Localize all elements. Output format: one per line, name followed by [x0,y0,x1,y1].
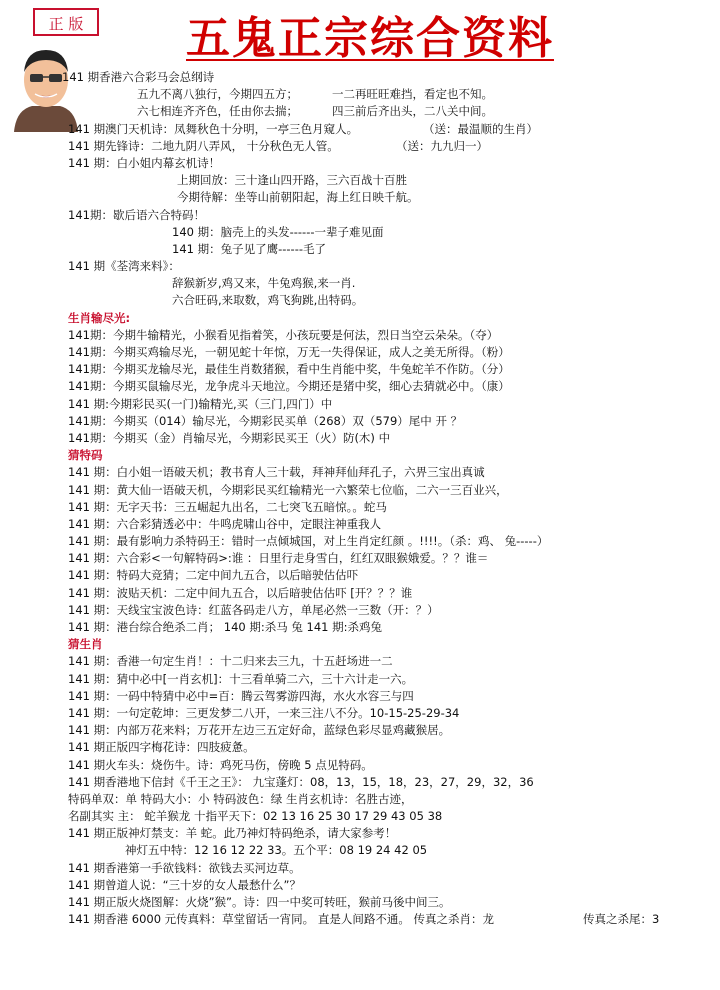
text-line [0,138,720,155]
line-text: 141 期：内部万花来料；万花开左边三五定好命，蓝绿色彩尽显鸡藏猴居。 [68,723,451,738]
line-text: 141 期：港台综合绝杀二肖； 140 期:杀马 兔 141 期:杀鸡兔 [68,620,383,634]
line-text: 141 期：香港一句定生肖！：十二归来去三九，十五赶场进一二 [68,654,393,669]
text-line [0,550,720,567]
line-text: 四三前后齐出头，二八关中间。 [332,104,493,119]
text-line [0,774,720,791]
line-text: 141 期先锋诗：二地九阴八弄风， 十分秋色无人管。 [68,138,339,153]
text-line [0,911,720,928]
line-text: 传真之杀尾：3 [583,912,660,927]
line-text: 141 期曾道人说：“三十岁的女人最愁什么”？ [68,877,302,892]
text-line [0,791,720,808]
line-text: 141 期：白小姐一语破天机；教书育人三十载，拜神拜仙拜孔子，六畀三宝出真诚 [68,465,485,480]
line-text: 名副其实 主： 蛇羊猴龙 十指平天下：02 13 16 25 30 17 29 43 05 38 [68,809,443,824]
line-text: 141 期：一码中特猜中必中=百：腾云驾雾游四海，水火水容三与四 [68,688,414,703]
line-text: 五九不离八独行，今期四五方； [137,87,298,102]
line-text: 141期：今期牛输精光，小猴看见指着笑，小孩玩要是何法，烈日当空云朵朵。（夺） [68,327,499,342]
line-text: 141 期：特码大竞猜；二定中间九五合，以后暗驶估估吓 [68,568,359,583]
line-text: 141期：歇后语六合特码！ [68,207,205,222]
text-line [0,757,720,774]
line-text: 141 期香港第一手欲钱料：欲钱去买河边草。 [68,860,301,875]
line-text: 上期回放：三十逢山四开路，三六百战十百胜 [177,173,407,188]
line-text: 141 期正版四字梅花诗：四肢疲惫。 [68,740,255,755]
line-text: 141 期：天线宝宝波色诗：红蓝各码走八方，单尾必然一三数（开：？） [68,602,439,617]
line-text: 141期：今期买（014）输尽光，今期彩民买单（268）双（579）尾中 开 ？ [68,413,463,428]
text-line [0,585,720,602]
line-text: 今期待解：坐等山前朝阳起，海上红日映千航。 [177,190,419,205]
line-text: 猜特码 [68,448,103,463]
text-line [0,482,720,499]
line-text: 141 期：猜中必中[一肖玄机]：十三看单骑二六，三十六计走一六。 [68,671,414,686]
line-text: （送：九九归一） [396,138,488,153]
line-text: 141 期《荃湾来料》： [68,259,180,274]
text-line [0,344,720,361]
section-heading [0,310,720,327]
line-text: 141期：今期买鼠输尽光，龙争虎斗天地泣。今期还是猪中奖，细心去猜就必中。（康） [68,379,510,394]
text-line [0,86,720,103]
text-line [0,292,720,309]
line-text: 辞猴新岁,鸡又来，牛兔鸡猴,来一肖. [172,276,356,291]
line-text: 六七相连齐齐色，任由你去揣； [137,104,298,119]
line-text: 141 期：六合彩<一句解特码>:谁 ：日里行走身雪白，红红双眼猴娥爱。？？谁＝ [68,551,489,566]
text-line [0,894,720,911]
text-line [0,430,720,447]
line-text: 141 期香港地下信封《千王之王》： 九宝蓬灯：08，13，15，18，23，27，29，32，36 [68,774,534,789]
line-text: 141 期正版火烧图解：火烧”猴”。诗：四一中奖可转旺，猴前马後中间三。 [68,895,451,909]
line-text: 141 期：最有影响力杀特码王：错时一点倾城国，对上生肖定红颜 。!!!!。（杀：鸡、 兔-----） [68,534,549,549]
line-text: 141期：今期买鸡输尽光，一朝见蛇十年惊，万无一失得保证，成人之美无所得。（粉） [68,345,510,359]
text-line [0,464,720,481]
text-line [0,189,720,206]
line-text: 141 期:今期彩民买(一门)输精光,买（三门,四门）中 [68,396,333,411]
text-line [0,860,720,877]
line-text: 特码单双：单 特码大小：小 特码波色：绿 生肖玄机诗：名胜古迹， [68,791,413,806]
line-text: 141 期火车头：烧伤牛。诗：鸡死马伤，傍晚 5 点见特码。 [68,757,373,772]
line-text: 141 期：无字天书：三五崛起九出名，二七突飞五暗惊。。蛇马 [68,499,387,514]
text-line [0,602,720,619]
section-heading [0,636,720,653]
text-line [0,722,720,739]
line-text: 141 期：一句定乾坤：三更发梦二八开，一来三注八不分。10-15-25-29-34 [68,705,460,720]
line-text: 141 期香港六合彩马会总纲诗 [62,70,215,84]
text-line [0,155,720,172]
text-line [0,533,720,550]
line-text: 一二再旺旺难挡，看定也不知。 [332,87,493,102]
text-line [0,121,720,138]
text-line [0,842,720,859]
text-line [0,619,720,636]
line-text: 141 期：白小姐内幕玄机诗！ [68,155,221,170]
text-line [0,275,720,292]
text-line [0,241,720,258]
line-text: 141期：今期买龙输尽光，最佳生肖数猪猴，看中生肖能中奖，牛兔蛇羊不作防。（分） [68,362,510,377]
text-line [0,172,720,189]
line-text: 141 期：波贴天机：二定中间九五合，以后暗驶估估吓 [开？？？谁 [68,585,413,600]
text-line [0,327,720,344]
line-text: 生肖输尽光: [68,310,131,325]
line-text: 141 期正版神灯禁支：羊 蛇。此乃神灯特码绝杀，请大家参考！ [68,826,397,841]
text-line [0,877,720,894]
section-heading [0,447,720,464]
line-text: 141 期香港 6000 元传真料：草堂留话一宵同。 直是人间路不通。 传真之杀肖：龙 [68,912,494,927]
line-text: 140 期：脑壳上的头发------一辈子难见面 [172,224,384,239]
line-text: 141 期：六合彩猜透必中：牛鸣虎啸山谷中，定眼注神重我人 [68,516,382,531]
text-line [0,69,720,86]
line-text: 神灯五中特：12 16 12 22 33。五个平：08 19 24 42 05 [125,843,428,858]
text-line [0,705,720,722]
text-line [0,567,720,584]
text-line [0,671,720,688]
line-text: 141 期：兔子见了鹰------毛了 [172,241,327,256]
line-text: 六合旺码,来取数，鸡飞狗跳,出特码。 [172,293,364,308]
genuine-badge: 正 版 [33,8,99,36]
line-text: 141 期：黄大仙一语破天机，今期彩民买红输精光一六繁荣七位临，二六一三百业兴， [68,482,508,497]
text-line [0,207,720,224]
line-text: 猜生肖 [68,637,103,652]
text-line [0,361,720,378]
text-line [0,413,720,430]
text-line [0,825,720,842]
text-line [0,516,720,533]
line-text: 141 期澳门天机诗：凤舞秋色十分明，一亭三色月窥人。 [68,121,359,136]
text-line [0,688,720,705]
text-line [0,258,720,275]
text-line [0,653,720,670]
text-line [0,103,720,120]
text-line [0,378,720,395]
text-line [0,808,720,825]
text-line [0,396,720,413]
content-lines [0,69,720,928]
text-line [0,499,720,516]
text-line [0,224,720,241]
line-text: （送：最温顺的生肖） [423,121,538,136]
line-text: 141期：今期买（金）肖输尽光，今期彩民买王（火）防(木) 中 [68,430,391,445]
page-title: 五鬼正宗综合资料 [186,13,554,64]
text-line [0,739,720,756]
